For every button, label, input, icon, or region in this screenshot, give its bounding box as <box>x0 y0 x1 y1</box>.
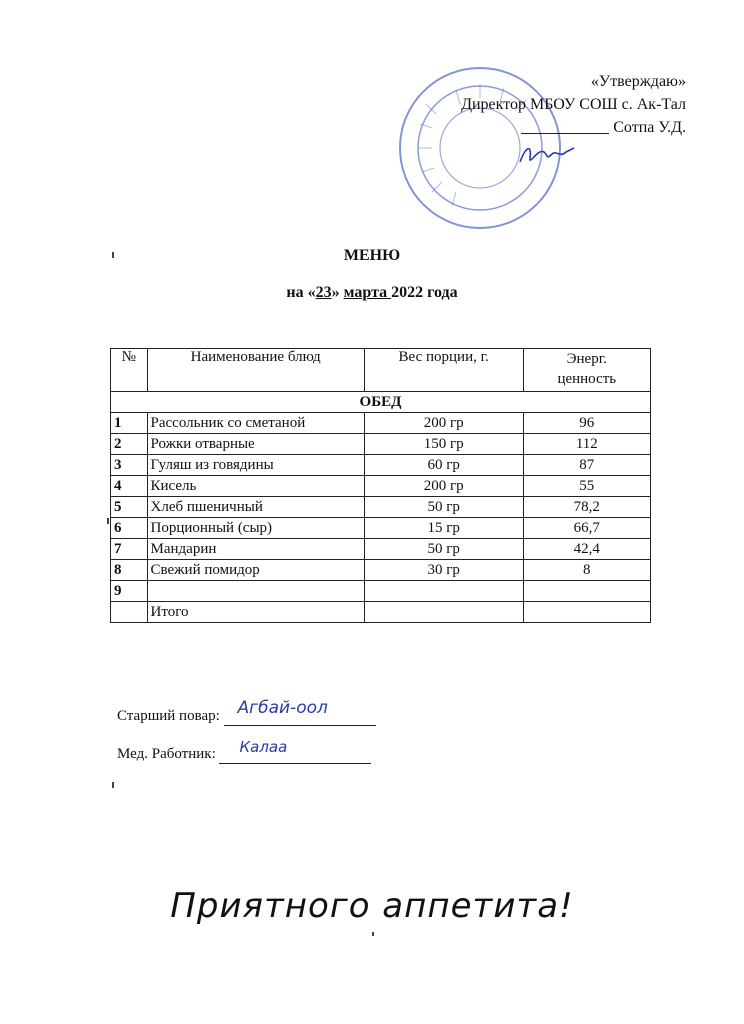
row-number: 1 <box>111 413 148 434</box>
scan-speck <box>107 518 109 524</box>
row-energy: 66,7 <box>523 518 650 539</box>
medic-label: Мед. Работник: <box>117 746 216 762</box>
medic-signature-line <box>117 738 371 764</box>
table-row <box>111 602 651 623</box>
row-weight <box>364 602 523 623</box>
row-dish: Рожки отварные <box>147 434 364 455</box>
signer-name: Сотпа У.Д. <box>613 119 686 136</box>
menu-title: МЕНЮ <box>343 247 401 264</box>
medic-signature-blank <box>219 738 371 764</box>
table-row <box>111 497 651 518</box>
menu-date <box>0 284 744 302</box>
date-day: 23 <box>315 284 332 301</box>
row-energy: 42,4 <box>523 539 650 560</box>
row-dish: Рассольник со сметаной <box>147 413 364 434</box>
row-number: 3 <box>111 455 148 476</box>
row-energy <box>523 602 650 623</box>
medic-signature: Калаа <box>239 738 288 756</box>
row-energy <box>523 581 650 602</box>
approve-label: «Утверждаю» <box>590 73 686 90</box>
table-row <box>111 518 651 539</box>
table-row <box>111 476 651 497</box>
row-number: 4 <box>111 476 148 497</box>
table-body <box>111 413 651 623</box>
section-row <box>111 392 651 413</box>
row-number: 9 <box>111 581 148 602</box>
signer-line <box>461 116 686 139</box>
row-weight: 60 гр <box>364 455 523 476</box>
row-weight: 15 гр <box>364 518 523 539</box>
chef-signature: Агбай-оол <box>237 698 328 718</box>
section-title: ОБЕД <box>111 392 651 413</box>
row-weight: 50 гр <box>364 497 523 518</box>
row-energy: 55 <box>523 476 650 497</box>
director-line: Директор МБОУ СОШ с. Ак-Тал <box>461 96 686 113</box>
row-number: 6 <box>111 518 148 539</box>
row-dish: Порционный (сыр) <box>147 518 364 539</box>
table-row <box>111 455 651 476</box>
header-number: № <box>111 349 148 392</box>
table-header-row <box>111 349 651 392</box>
date-year: 2022 года <box>391 284 458 301</box>
closing-wish: Приятного аппетита! <box>170 886 574 926</box>
row-energy: 96 <box>523 413 650 434</box>
signature-line <box>521 133 609 134</box>
row-dish: Итого <box>147 602 364 623</box>
chef-signature-blank <box>224 698 376 726</box>
row-weight: 200 гр <box>364 413 523 434</box>
row-dish: Кисель <box>147 476 364 497</box>
table-row <box>111 434 651 455</box>
row-energy: 8 <box>523 560 650 581</box>
row-energy: 87 <box>523 455 650 476</box>
row-number: 2 <box>111 434 148 455</box>
table-row <box>111 560 651 581</box>
date-month: марта <box>343 284 392 301</box>
row-weight: 30 гр <box>364 560 523 581</box>
row-dish: Свежий помидор <box>147 560 364 581</box>
row-weight: 50 гр <box>364 539 523 560</box>
row-energy: 78,2 <box>523 497 650 518</box>
table-row <box>111 539 651 560</box>
row-dish: Гуляш из говядины <box>147 455 364 476</box>
header-weight: Вес порции, г. <box>364 349 523 392</box>
scan-speck <box>372 932 374 936</box>
row-weight: 200 гр <box>364 476 523 497</box>
row-dish <box>147 581 364 602</box>
row-weight: 150 гр <box>364 434 523 455</box>
row-dish: Хлеб пшеничный <box>147 497 364 518</box>
row-number: 7 <box>111 539 148 560</box>
scan-speck <box>112 782 114 788</box>
table-row <box>111 413 651 434</box>
row-weight <box>364 581 523 602</box>
scan-speck <box>112 252 114 258</box>
approval-block <box>461 70 686 139</box>
row-number <box>111 602 148 623</box>
row-energy: 112 <box>523 434 650 455</box>
row-dish: Мандарин <box>147 539 364 560</box>
header-dish: Наименование блюд <box>147 349 364 392</box>
date-mid: » <box>331 284 344 301</box>
menu-table <box>110 348 651 623</box>
chef-signature-line <box>117 698 376 726</box>
row-number: 8 <box>111 560 148 581</box>
date-prefix: на « <box>286 284 316 301</box>
chef-label: Старший повар: <box>117 708 220 724</box>
table-row <box>111 581 651 602</box>
header-energy: Энерг. ценность <box>523 349 650 392</box>
row-number: 5 <box>111 497 148 518</box>
director-signature <box>516 140 578 170</box>
